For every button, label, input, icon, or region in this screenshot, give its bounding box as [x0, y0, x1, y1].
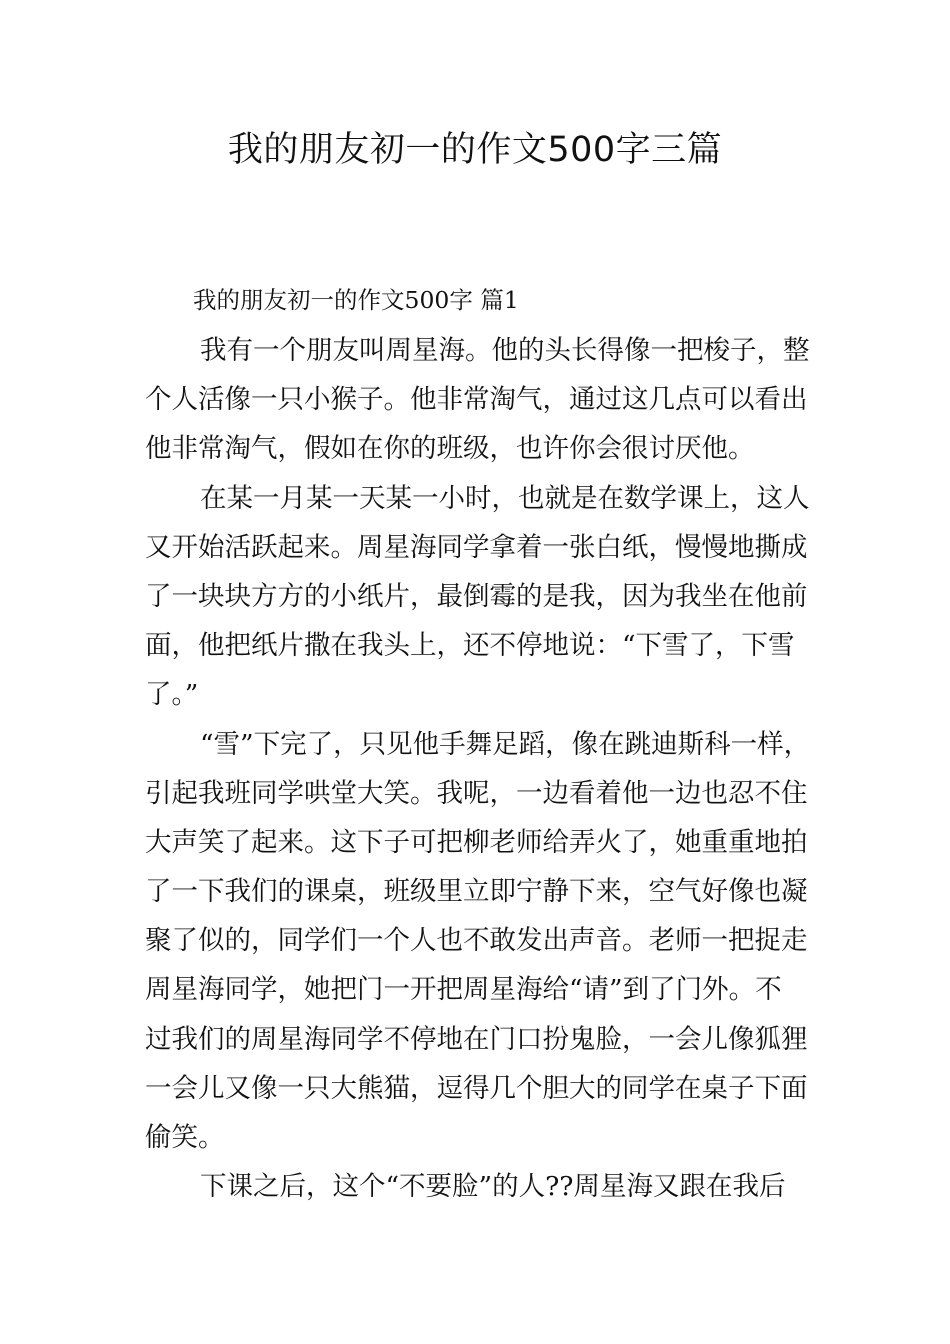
document-title: 我的朋友初一的作文500字三篇	[227, 130, 723, 170]
paragraph-line: 一会儿又像一只大熊猫，逗得几个胆大的同学在桌子下面	[145, 1072, 808, 1104]
paragraph-line: 了一下我们的课桌，班级里立即宁静下来，空气好像也凝	[145, 876, 808, 908]
paragraph-line: 过我们的周星海同学不停地在门口扮鬼脸，一会儿像狐狸	[145, 1023, 808, 1055]
document-body	[145, 326, 815, 1211]
section-heading: 我的朋友初一的作文500字 篇1	[193, 286, 519, 314]
paragraph-line: 在某一月某一天某一小时，也就是在数学课上，这人	[200, 482, 810, 514]
paragraph-line: 我有一个朋友叫周星海。他的头长得像一把梭子，整	[200, 335, 810, 366]
paragraph-line: 偷笑。	[145, 1122, 225, 1153]
paragraph-line: 大声笑了起来。这下子可把柳老师给弄火了，她重重地拍	[145, 826, 808, 858]
paragraph-line: 聚了似的，同学们一个人也不敢发出声音。老师一把捉走	[145, 925, 808, 957]
paragraph-line: 他非常淘气，假如在你的班级，也许你会很讨厌他。	[145, 433, 755, 465]
paragraph-line: 又开始活跃起来。周星海同学拿着一张白纸，慢慢地撕成	[145, 531, 808, 563]
paragraph-line: 了。”	[145, 679, 199, 711]
paragraph-line: 下课之后，这个“不要脸”的人??周星海又跟在我后	[200, 1171, 786, 1203]
paragraph-line: 面，他把纸片撒在我头上，还不停地说：“下雪了，下雪	[145, 630, 795, 662]
paragraph-line: 周星海同学，她把门一开把周星海给“请”到了门外。不	[145, 974, 782, 1006]
paragraph-line: 了一块块方方的小纸片，最倒霉的是我，因为我坐在他前	[145, 580, 808, 612]
paragraph-line: 个人活像一只小猴子。他非常淘气，通过这几点可以看出	[145, 384, 808, 416]
paragraph-line: “雪”下完了，只见他手舞足蹈，像在跳迪斯科一样，	[200, 728, 811, 760]
paragraph-line: 引起我班同学哄堂大笑。我呢，一边看着他一边也忍不住	[145, 777, 808, 809]
